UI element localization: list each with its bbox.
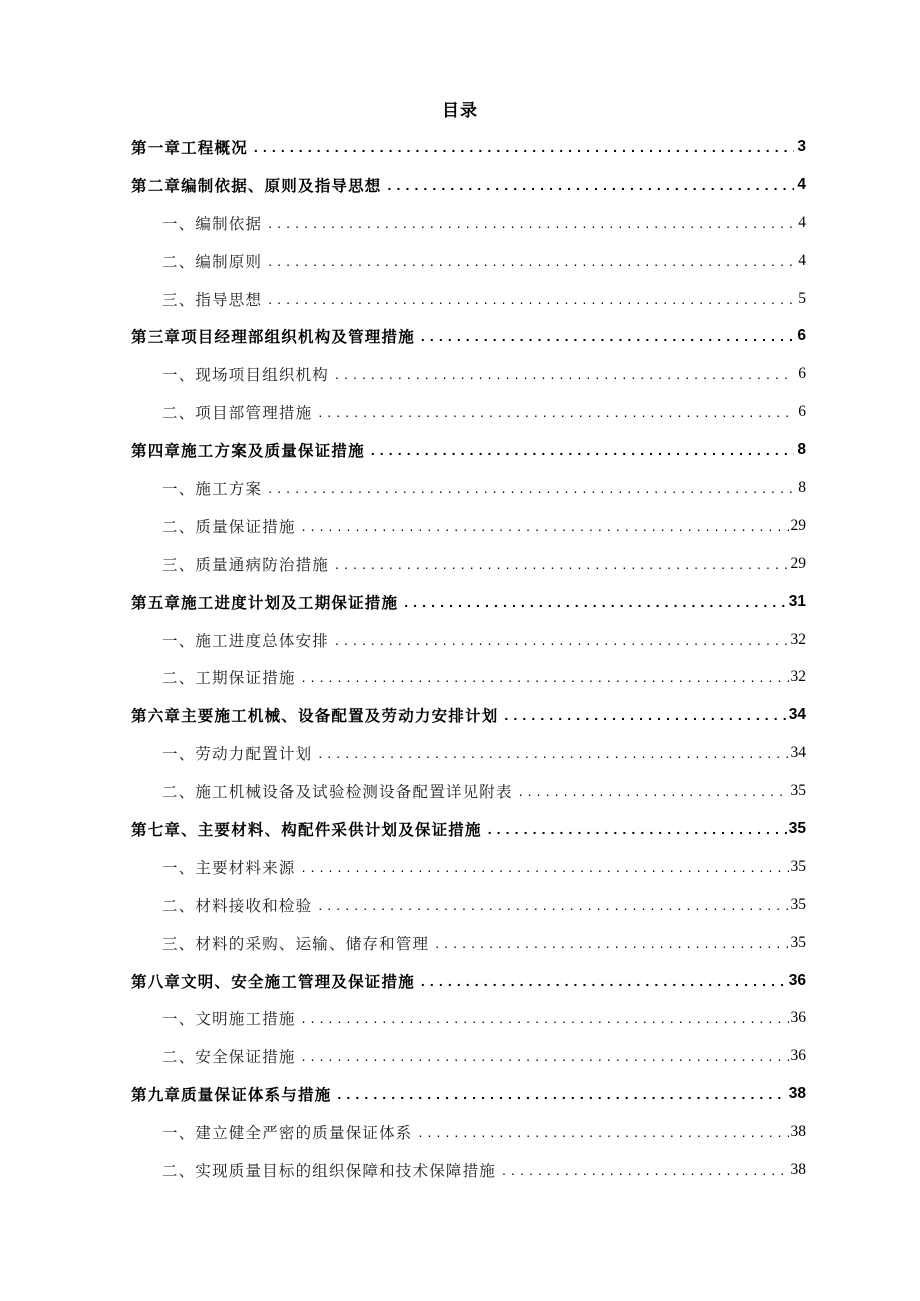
- toc-section-entry[interactable]: [131, 772, 806, 810]
- toc-entry-label: 一、现场项目组织机构: [162, 366, 330, 385]
- toc-section-entry[interactable]: [131, 658, 806, 696]
- toc-entry-label: 一、编制依据: [162, 214, 263, 233]
- dot-leader: [388, 175, 794, 195]
- toc-entry-label: 二、编制原则: [162, 252, 263, 271]
- toc-entry-label: 第七章、主要材料、构配件采供计划及保证措施: [131, 820, 482, 839]
- toc-entry-label: 第五章施工进度计划及工期保证措施: [131, 593, 399, 612]
- toc-entry-page-number: 35: [790, 895, 806, 913]
- toc-entry-label: 一、劳动力配置计划: [162, 745, 313, 764]
- toc-entry-label: 第六章主要施工机械、设备配置及劳动力安排计划: [131, 707, 499, 726]
- dot-leader: [335, 554, 788, 574]
- toc-section-entry[interactable]: [131, 999, 806, 1037]
- toc-chapter-entry[interactable]: [131, 583, 806, 621]
- toc-section-entry[interactable]: [131, 242, 806, 280]
- toc-section-entry[interactable]: [131, 621, 806, 659]
- toc-entry-page-number: 38: [790, 1160, 806, 1178]
- dot-leader: [419, 1122, 789, 1142]
- toc-chapter-entry[interactable]: [131, 696, 806, 734]
- dot-leader: [488, 819, 787, 839]
- toc-entry-page-number: 8: [798, 478, 806, 496]
- toc-entry-label: 第四章施工方案及质量保证措施: [131, 442, 365, 461]
- dot-leader: [335, 364, 794, 384]
- toc-chapter-entry[interactable]: [131, 431, 806, 469]
- toc-entry-page-number: 35: [790, 857, 806, 875]
- dot-leader: [502, 1160, 788, 1180]
- dot-leader: [435, 933, 788, 953]
- toc-section-entry[interactable]: [131, 734, 806, 772]
- dot-leader: [302, 1046, 789, 1066]
- toc-chapter-entry[interactable]: [131, 962, 806, 1000]
- toc-section-entry[interactable]: [131, 924, 806, 962]
- toc-entry-label: 一、主要材料来源: [162, 858, 296, 877]
- dot-leader: [318, 743, 788, 763]
- dot-leader: [337, 1084, 786, 1104]
- toc-section-entry[interactable]: [131, 280, 806, 318]
- toc-entry-label: 一、建立健全严密的质量保证体系: [162, 1124, 413, 1143]
- toc-entry-label: 第二章编制依据、原则及指导思想: [131, 176, 382, 195]
- toc-entry-label: 第一章工程概况: [131, 138, 248, 157]
- dot-leader: [504, 705, 786, 725]
- toc-chapter-entry[interactable]: [131, 166, 806, 204]
- table-of-contents: [131, 128, 806, 1189]
- toc-entry-label: 三、材料的采购、运输、储存和管理: [162, 934, 430, 953]
- toc-entry-page-number: 34: [790, 744, 806, 762]
- toc-entry-label: 一、施工方案: [162, 479, 263, 498]
- toc-chapter-entry[interactable]: [131, 1075, 806, 1113]
- toc-entry-label: 二、工期保证措施: [162, 669, 296, 688]
- toc-entry-label: 一、施工进度总体安排: [162, 631, 330, 650]
- toc-section-entry[interactable]: [131, 886, 806, 924]
- dot-leader: [302, 516, 789, 536]
- toc-entry-label: 三、指导思想: [162, 290, 263, 309]
- toc-section-entry[interactable]: [131, 545, 806, 583]
- toc-section-entry[interactable]: [131, 1113, 806, 1151]
- toc-entry-label: 二、安全保证措施: [162, 1048, 296, 1067]
- toc-chapter-entry[interactable]: [131, 317, 806, 355]
- dot-leader: [421, 971, 787, 991]
- dot-leader: [302, 667, 789, 687]
- toc-entry-page-number: 5: [798, 289, 806, 307]
- dot-leader: [268, 478, 794, 498]
- toc-entry-page-number: 8: [797, 441, 806, 459]
- toc-entry-page-number: 4: [798, 213, 806, 231]
- toc-entry-label: 二、实现质量目标的组织保障和技术保障措施: [162, 1161, 497, 1180]
- toc-entry-label: 一、文明施工措施: [162, 1010, 296, 1029]
- dot-leader: [421, 326, 794, 346]
- toc-chapter-entry[interactable]: [131, 128, 806, 166]
- toc-entry-page-number: 29: [790, 516, 806, 534]
- toc-entry-page-number: 32: [790, 668, 806, 686]
- toc-entry-label: 二、项目部管理措施: [162, 404, 313, 423]
- toc-chapter-entry[interactable]: [131, 810, 806, 848]
- dot-leader: [302, 1008, 789, 1028]
- toc-entry-label: 第九章质量保证体系与措施: [131, 1086, 332, 1105]
- toc-entry-page-number: 35: [790, 782, 806, 800]
- toc-section-entry[interactable]: [131, 469, 806, 507]
- toc-entry-page-number: 6: [798, 365, 806, 383]
- toc-entry-page-number: 36: [790, 1009, 806, 1027]
- toc-section-entry[interactable]: [131, 848, 806, 886]
- toc-entry-page-number: 4: [798, 251, 806, 269]
- toc-section-entry[interactable]: [131, 1037, 806, 1075]
- dot-leader: [268, 289, 794, 309]
- toc-section-entry[interactable]: [131, 204, 806, 242]
- toc-entry-page-number: 34: [788, 706, 806, 724]
- toc-entry-label: 第八章文明、安全施工管理及保证措施: [131, 972, 415, 991]
- dot-leader: [318, 895, 788, 915]
- toc-entry-page-number: 36: [788, 971, 806, 989]
- toc-entry-page-number: 31: [788, 592, 806, 610]
- dot-leader: [302, 857, 789, 877]
- toc-section-entry[interactable]: [131, 1151, 806, 1189]
- toc-entry-label: 二、材料接收和检验: [162, 896, 313, 915]
- dot-leader: [335, 630, 788, 650]
- dot-leader: [404, 592, 787, 612]
- toc-entry-label: 二、施工机械设备及试验检测设备配置详见附表: [162, 783, 513, 802]
- toc-entry-page-number: 35: [788, 819, 806, 837]
- dot-leader: [371, 440, 794, 460]
- toc-entry-page-number: 29: [790, 554, 806, 572]
- toc-entry-page-number: 36: [790, 1047, 806, 1065]
- toc-section-entry[interactable]: [131, 355, 806, 393]
- toc-entry-label: 二、质量保证措施: [162, 517, 296, 536]
- dot-leader: [254, 137, 794, 157]
- dot-leader: [519, 781, 789, 801]
- dot-leader: [268, 251, 794, 271]
- dot-leader: [268, 213, 794, 233]
- toc-section-entry[interactable]: [131, 393, 806, 431]
- toc-entry-page-number: 38: [790, 1123, 806, 1141]
- toc-entry-page-number: 38: [788, 1085, 806, 1103]
- toc-entry-page-number: 3: [797, 137, 806, 155]
- toc-section-entry[interactable]: [131, 507, 806, 545]
- toc-entry-page-number: 32: [790, 630, 806, 648]
- dot-leader: [318, 402, 794, 422]
- toc-entry-page-number: 6: [797, 327, 806, 345]
- toc-entry-page-number: 4: [797, 175, 806, 193]
- toc-entry-label: 第三章项目经理部组织机构及管理措施: [131, 328, 415, 347]
- toc-entry-page-number: 35: [790, 933, 806, 951]
- toc-title: 目录: [442, 101, 478, 121]
- toc-entry-label: 三、质量通病防治措施: [162, 555, 330, 574]
- toc-entry-page-number: 6: [798, 403, 806, 421]
